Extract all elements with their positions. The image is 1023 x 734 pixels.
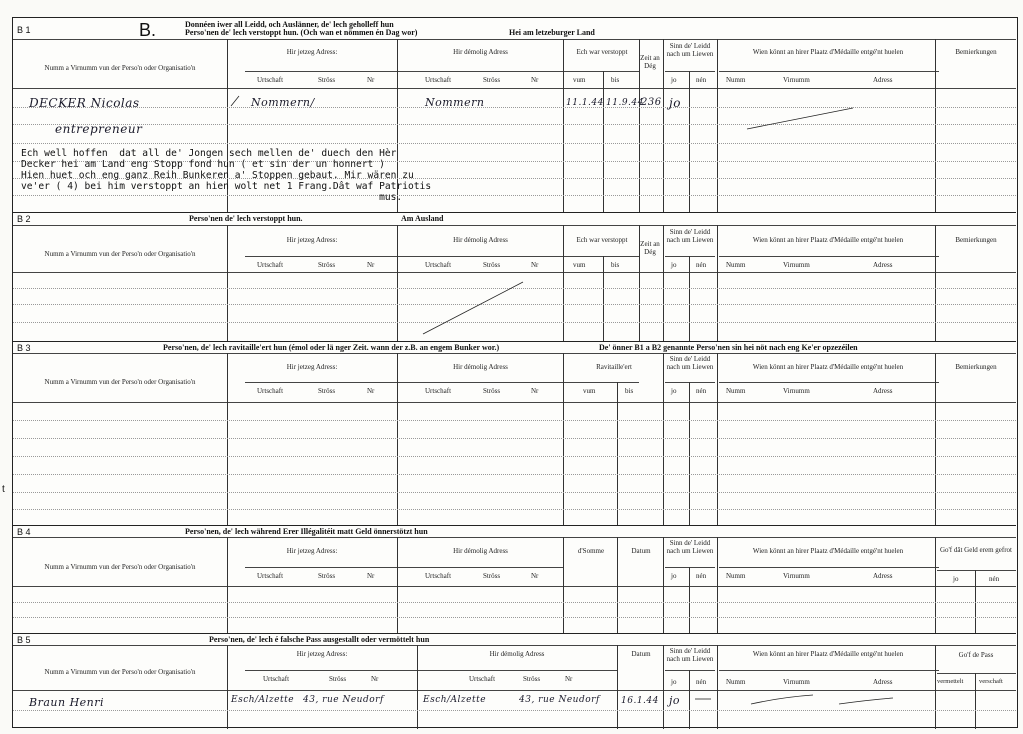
- urtschaft-label-2: Urtschaft: [425, 76, 452, 84]
- b2-sinn-label: Sinn de' Leidd nach um Liewen: [666, 228, 714, 244]
- b1-medal-cross-stroke: [747, 108, 853, 129]
- b5-nen-label: nén: [696, 678, 707, 686]
- b2-stross-label-2: Ströss: [483, 261, 501, 269]
- section-title-b2-extra: Am Ausland: [401, 214, 444, 223]
- zeit-label: Zeit an Dég: [640, 54, 660, 70]
- b5-jo-label: jo: [671, 678, 677, 686]
- section-code-b3: B 3: [17, 343, 31, 353]
- b3-urtschaft-label-2: Urtschaft: [425, 387, 452, 395]
- typed-note-line-4: ve'er ( 4) bei him verstoppt an hien wolt net 1 Frang.Dât waf Patriotis: [21, 181, 432, 192]
- name-col-label: Numm a Virnumm vun der Perso'n oder Organisatio'n: [44, 64, 196, 72]
- b5-medal-stroke-1: [751, 695, 813, 704]
- b3-urtschaft-label: Urtschaft: [257, 387, 284, 395]
- b3-ravitaille-label: Ravitaille'ert: [596, 363, 632, 371]
- section-code-b4: B 4: [17, 527, 31, 537]
- b4-urtschaft-label-2: Urtschaft: [425, 572, 452, 580]
- stross-label: Ströss: [318, 76, 336, 84]
- b4-former-address-label: Hir démolig Adress: [453, 547, 508, 555]
- b3-adress-label: Adress: [873, 387, 893, 395]
- b5-nr-label-2: Nr: [565, 675, 573, 683]
- b3-vum-label: vum: [583, 387, 596, 395]
- b4-adress-label: Adress: [873, 572, 893, 580]
- form-letter: B.: [139, 20, 157, 40]
- b1-slash-stroke: [231, 96, 239, 106]
- b4-jo-label-2: jo: [953, 575, 959, 583]
- b2-hidden-label: Ech war verstoppt: [576, 236, 628, 244]
- b3-name-col-label: Numm a Virnumm vun der Perso'n oder Organisatio'n: [44, 378, 196, 386]
- b5-virnumm-label: Virnumm: [783, 678, 810, 686]
- b2-nr-label-2: Nr: [531, 261, 539, 269]
- b4-stross-label-2: Ströss: [483, 572, 501, 580]
- b5-person-name: Braun Henri: [29, 696, 105, 709]
- b2-address-cross-stroke: [423, 282, 523, 334]
- section-title-b4: Perso'nen, de' lech während Erer Illégalitéit matt Geld önnerstötzt hun: [185, 527, 428, 536]
- b5-date: 16.1.44: [621, 696, 659, 706]
- b4-nr-label-2: Nr: [531, 572, 539, 580]
- stross-label-2: Ströss: [483, 76, 501, 84]
- header-line-1: Donnéen iwer all Leidd, och Auslänner, de' lech geholleff hun: [185, 20, 394, 29]
- b4-nen-label-2: nén: [989, 575, 1000, 583]
- b4-jo-label: jo: [671, 572, 677, 580]
- b5-name-col-label: Numm a Virnumm vun der Perso'n oder Organisatio'n: [44, 668, 196, 676]
- b1-days: 236: [641, 97, 662, 108]
- section-code-b2: B 2: [17, 214, 31, 224]
- section-b3: [13, 341, 1016, 353]
- b4-numm-label: Numm: [726, 572, 746, 580]
- b2-remarks-label: Bemierkungen: [955, 236, 997, 244]
- b3-medal-label: Wien könnt an hirer Plaatz d'Médaille entgé'nt huelen: [752, 363, 904, 371]
- b4-medal-label: Wien könnt an hirer Plaatz d'Médaille entgé'nt huelen: [752, 547, 904, 555]
- b2-nen-label: nén: [696, 261, 707, 269]
- b4-gof-dat-label: Go'f dât Geld erem gefrot: [939, 546, 1012, 554]
- b3-nr-label: Nr: [367, 387, 375, 395]
- b2-urtschaft-label: Urtschaft: [257, 261, 284, 269]
- margin-mark: t: [2, 484, 5, 495]
- current-address-label: Hir jetzeg Adress:: [286, 48, 338, 56]
- b4-current-address-label: Hir jetzeg Adress:: [286, 547, 338, 555]
- b5-current-town: Esch/Alzette: [231, 695, 295, 705]
- hidden-label: Ech war verstoppt: [576, 48, 628, 56]
- b3-nen-label: nén: [696, 387, 707, 395]
- section-title-b3: Perso'nen, de' lech ravitaille'ert hun (émol oder lä nger Zeit. wann der z.B. an engem Bunker wor.): [163, 343, 500, 352]
- virnumm-label: Virnumm: [783, 76, 810, 84]
- section-b5: [13, 633, 1016, 645]
- former-address-label: Hir démolig Adress: [453, 48, 508, 56]
- b3-remarks-label: Bemierkungen: [955, 363, 997, 371]
- b3-virnumm-label: Virnumm: [783, 387, 810, 395]
- b2-jo-label: jo: [671, 261, 677, 269]
- b5-verschaft-label: verschaft: [979, 678, 1003, 685]
- section-code-b5: B 5: [17, 635, 31, 645]
- section-b4: [13, 525, 1016, 537]
- section-title-b2: Perso'nen de' lech verstoppt hun.: [189, 214, 303, 223]
- remarks-label: Bemierkungen: [955, 48, 997, 56]
- b2-former-address-label: Hir démolig Adress: [453, 236, 508, 244]
- b2-vum-label: vum: [573, 261, 586, 269]
- b3-jo-label: jo: [671, 387, 677, 395]
- b5-adress-label: Adress: [873, 678, 893, 686]
- numm-label: Numm: [726, 76, 746, 84]
- b5-urtschaft-label-2: Urtschaft: [469, 675, 496, 683]
- b2-bis-label: bis: [611, 261, 620, 269]
- b4-name-col-label: Numm a Virnumm vun der Perso'n oder Organisatio'n: [44, 563, 196, 571]
- b1-hidden-until: 11.9.44: [606, 98, 644, 108]
- b4-nr-label: Nr: [367, 572, 375, 580]
- b5-nr-label: Nr: [371, 675, 379, 683]
- typed-note-line-3: Hien huet och eng ganz Reih Bunkeren a' Stoppen gebaut. Mir wären zu: [21, 170, 414, 181]
- b1-former-town: Nommern: [425, 96, 485, 109]
- b5-medal-stroke-2: [839, 698, 893, 704]
- b4-stross-label: Ströss: [318, 572, 336, 580]
- b1-current-town: Nommern/: [251, 96, 315, 109]
- typed-note-line-5: mus.: [21, 192, 403, 203]
- urtschaft-label: Urtschaft: [257, 76, 284, 84]
- b2-nr-label: Nr: [367, 261, 375, 269]
- b5-alive-yes: jo: [669, 694, 681, 707]
- b5-former-street: 43, rue Neudorf: [519, 695, 600, 705]
- b2-current-address-label: Hir jetzeg Adress:: [286, 236, 338, 244]
- header-line-2-extra: Hei am letzeburger Land: [509, 28, 595, 37]
- nen-label: nén: [696, 76, 707, 84]
- b1-alive-yes: jo: [669, 96, 681, 110]
- b2-zeit-label: Zeit an Dég: [640, 240, 660, 256]
- b3-stross-label-2: Ströss: [483, 387, 501, 395]
- b4-virnumm-label: Virnumm: [783, 572, 810, 580]
- b3-sinn-label: Sinn de' Leidd nach um Liewen: [666, 355, 714, 371]
- b5-urtschaft-label: Urtschaft: [263, 675, 290, 683]
- b5-vermettelt-label: vermettelt: [937, 678, 964, 685]
- section-code-b1: B 1: [17, 25, 31, 35]
- bis-label: bis: [611, 76, 620, 84]
- b5-current-street: 43, rue Neudorf: [303, 695, 384, 705]
- section-title-b3-extra: De' önner B1 a B2 genannte Perso'nen sin hei nöt nach eng Ke'er opzezéilen: [599, 343, 858, 352]
- b3-former-address-label: Hir démolig Adress: [453, 363, 508, 371]
- b5-sinn-label: Sinn de' Leidd nach um Liewen: [666, 647, 714, 663]
- b5-gof-pass-label: Go'f de Pass: [958, 651, 994, 659]
- b3-current-address-label: Hir jetzeg Adress:: [286, 363, 338, 371]
- b5-former-address-label: Hir démolig Adress: [489, 650, 545, 658]
- b4-sinn-label: Sinn de' Leidd nach um Liewen: [666, 539, 714, 555]
- b5-stross-label-2: Ströss: [523, 675, 541, 683]
- b4-somme-label: d'Somme: [577, 547, 605, 555]
- sinn-label: Sinn de' Leidd nach um Liewen: [666, 42, 714, 58]
- b5-stross-label: Ströss: [329, 675, 347, 683]
- b3-nr-label-2: Nr: [531, 387, 539, 395]
- nr-label-2: Nr: [531, 76, 539, 84]
- b5-datum-label: Datum: [631, 650, 651, 658]
- b1-occupation: entrepreneur: [55, 122, 143, 136]
- b2-urtschaft-label-2: Urtschaft: [425, 261, 452, 269]
- vum-label: vum: [573, 76, 586, 84]
- header-line-2: Perso'nen de' lech verstoppt hun. (Och wan et nömmen én Dag wor): [185, 28, 418, 37]
- b3-stross-label: Ströss: [318, 387, 336, 395]
- b5-former-town: Esch/Alzette: [423, 695, 487, 705]
- b5-medal-label: Wien könnt an hirer Plaatz d'Médaille entgé'nt huelen: [752, 650, 904, 658]
- b4-datum-label: Datum: [631, 547, 651, 555]
- b2-name-col-label: Numm a Virnumm vun der Perso'n oder Organisatio'n: [44, 250, 196, 258]
- b2-virnumm-label: Virnumm: [783, 261, 810, 269]
- form-sheet: [12, 17, 1018, 728]
- typed-note-line-2: Decker hei am Land eng Stopp fond hun ( et sin der un honnert ): [21, 159, 385, 170]
- b4-urtschaft-label: Urtschaft: [257, 572, 284, 580]
- nr-label: Nr: [367, 76, 375, 84]
- typed-note-line-1: Ech well hoffen dat all de' Jongen sech mellen de' duech den Hèr: [21, 148, 397, 159]
- section-title-b5: Perso'nen, de' lech é falsche Pass ausgestallt oder vermöttelt hun: [209, 635, 430, 644]
- b1-hidden-from: 11.1.44: [566, 98, 604, 108]
- b5-numm-label: Numm: [726, 678, 746, 686]
- b2-numm-label: Numm: [726, 261, 746, 269]
- b2-stross-label: Ströss: [318, 261, 336, 269]
- b4-nen-label: nén: [696, 572, 707, 580]
- b2-medal-label: Wien könnt an hirer Plaatz d'Médaille entgé'nt huelen: [752, 236, 904, 244]
- b3-bis-label: bis: [625, 387, 634, 395]
- jo-label: jo: [671, 76, 677, 84]
- section-b2: [13, 212, 1016, 224]
- b1-person-name: DECKER Nicolas: [29, 96, 140, 110]
- b3-numm-label: Numm: [726, 387, 746, 395]
- adress-label: Adress: [873, 76, 893, 84]
- b5-current-address-label: Hir jetzeg Adress:: [296, 650, 348, 658]
- b2-adress-label: Adress: [873, 261, 893, 269]
- medal-label: Wien könnt an hirer Plaatz d'Médaille entgé'nt huelen: [752, 48, 904, 56]
